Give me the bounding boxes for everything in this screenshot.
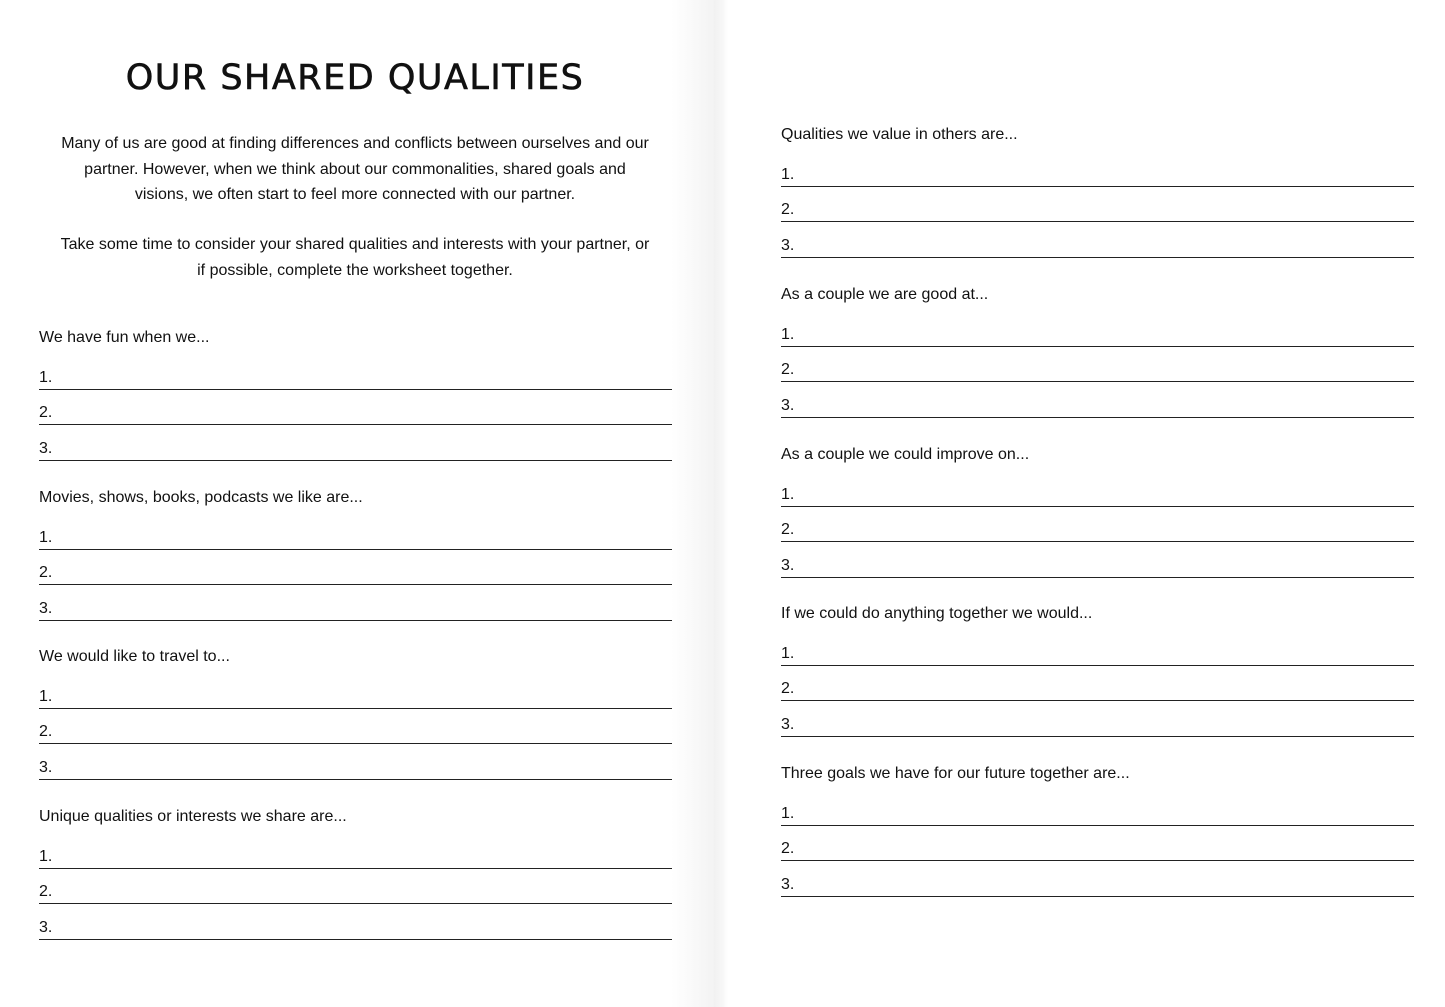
answer-line-3[interactable] xyxy=(781,701,1414,737)
intro-paragraph-2: Take some time to consider your shared qualities and interests with your partner, or if possible, complete the worksheet together. xyxy=(60,236,650,279)
answer-line-2[interactable] xyxy=(781,187,1414,223)
line-number: 3. xyxy=(39,919,53,937)
answer-line-1[interactable] xyxy=(781,311,1414,347)
answer-line-1[interactable] xyxy=(39,514,672,550)
line-number: 1. xyxy=(781,165,795,183)
line-number: 2. xyxy=(39,404,53,422)
line-number: 2. xyxy=(781,361,795,379)
answer-line-2[interactable] xyxy=(781,826,1414,862)
answer-rule xyxy=(781,417,1414,418)
section-question: Three goals we have for our future together are... xyxy=(781,765,1130,782)
answer-line-3[interactable] xyxy=(39,425,672,461)
answer-rule xyxy=(39,939,672,940)
section-question: We would like to travel to... xyxy=(39,648,230,665)
line-number: 3. xyxy=(781,397,795,415)
answer-line-2[interactable] xyxy=(781,666,1414,702)
section-future-goals xyxy=(781,762,1414,897)
section-question: If we could do anything together we would... xyxy=(781,605,1093,622)
answer-line-2[interactable] xyxy=(39,869,672,905)
line-number: 3. xyxy=(781,716,795,734)
answer-line-3[interactable] xyxy=(781,222,1414,258)
line-number: 3. xyxy=(781,557,795,575)
line-number: 3. xyxy=(39,440,53,458)
answer-line-3[interactable] xyxy=(39,904,672,940)
answer-rule xyxy=(781,736,1414,737)
answer-line-3[interactable] xyxy=(39,744,672,780)
answer-line-1[interactable] xyxy=(39,833,672,869)
answer-line-2[interactable] xyxy=(781,347,1414,383)
line-number: 2. xyxy=(39,723,53,741)
answer-line-1[interactable] xyxy=(781,471,1414,507)
answer-rule xyxy=(39,460,672,461)
answer-line-3[interactable] xyxy=(781,861,1414,897)
section-question: As a couple we could improve on... xyxy=(781,446,1030,463)
line-number: 1. xyxy=(39,528,53,546)
answer-rule xyxy=(781,577,1414,578)
line-number: 3. xyxy=(39,759,53,777)
section-do-anything xyxy=(781,602,1414,737)
answer-line-3[interactable] xyxy=(781,382,1414,418)
answer-rule xyxy=(39,779,672,780)
answer-rule xyxy=(781,257,1414,258)
line-number: 1. xyxy=(781,644,795,662)
answer-line-1[interactable] xyxy=(781,151,1414,187)
answer-line-2[interactable] xyxy=(781,507,1414,543)
section-question: Movies, shows, books, podcasts we like are... xyxy=(39,489,363,506)
answer-line-3[interactable] xyxy=(39,585,672,621)
line-number: 1. xyxy=(39,368,53,386)
left-page xyxy=(0,0,714,1007)
section-question: Qualities we value in others are... xyxy=(781,126,1018,143)
line-number: 1. xyxy=(39,687,53,705)
line-number: 2. xyxy=(781,521,795,539)
answer-line-2[interactable] xyxy=(39,709,672,745)
line-number: 1. xyxy=(781,325,795,343)
line-number: 3. xyxy=(781,237,795,255)
section-improve-on xyxy=(781,443,1414,578)
section-media xyxy=(39,486,672,621)
line-number: 1. xyxy=(781,804,795,822)
line-number: 2. xyxy=(781,680,795,698)
line-number: 1. xyxy=(39,847,53,865)
section-question: As a couple we are good at... xyxy=(781,286,989,303)
section-unique-qualities xyxy=(39,805,672,940)
section-good-at xyxy=(781,283,1414,418)
line-number: 3. xyxy=(39,600,53,618)
page-title: OUR SHARED QUALITIES xyxy=(125,58,585,98)
right-page xyxy=(728,0,1445,1007)
section-travel xyxy=(39,645,672,780)
answer-rule xyxy=(781,896,1414,897)
page-gutter xyxy=(714,0,728,1007)
line-number: 1. xyxy=(781,485,795,503)
answer-line-1[interactable] xyxy=(39,673,672,709)
line-number: 2. xyxy=(39,883,53,901)
line-number: 3. xyxy=(781,876,795,894)
answer-rule xyxy=(39,620,672,621)
answer-line-3[interactable] xyxy=(781,542,1414,578)
answer-line-2[interactable] xyxy=(39,390,672,426)
answer-line-1[interactable] xyxy=(781,630,1414,666)
answer-line-1[interactable] xyxy=(39,354,672,390)
line-number: 2. xyxy=(39,564,53,582)
answer-line-2[interactable] xyxy=(39,550,672,586)
section-values xyxy=(781,123,1414,258)
section-question: Unique qualities or interests we share are... xyxy=(39,808,347,825)
intro-paragraph-1: Many of us are good at finding differences and conflicts between ourselves and our partner. However, when we think about our commonalities, shared goals and visions, we often start to feel more connected with our partner. xyxy=(61,135,649,203)
line-number: 2. xyxy=(781,201,795,219)
line-number: 2. xyxy=(781,840,795,858)
section-have-fun xyxy=(39,326,672,461)
answer-line-1[interactable] xyxy=(781,790,1414,826)
section-question: We have fun when we... xyxy=(39,329,210,346)
